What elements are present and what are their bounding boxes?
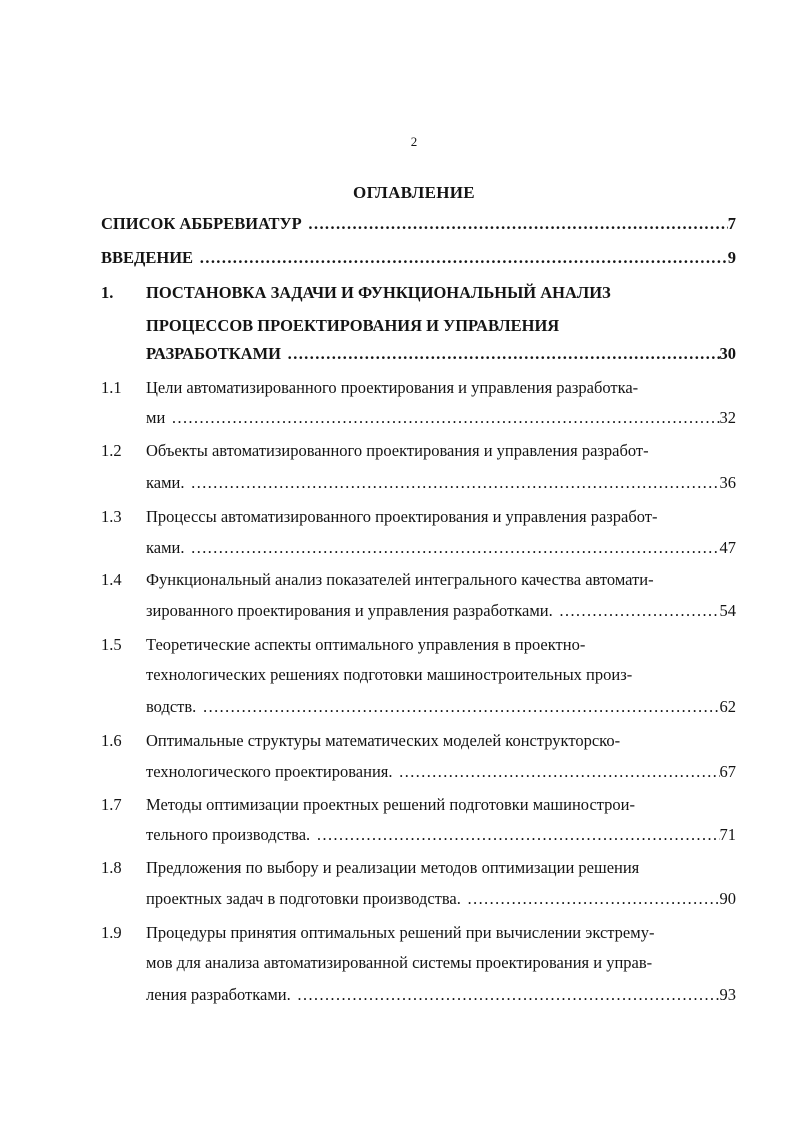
toc-entry-1-2-line-1[interactable]: Объекты автоматизированного проектирования и управления разработ- xyxy=(146,441,649,460)
toc-entry-page: 9 xyxy=(727,248,736,267)
dot-leader xyxy=(185,535,720,561)
toc-entry-page: 32 xyxy=(719,408,736,427)
toc-entry-text: ми xyxy=(146,408,166,427)
toc-entry-chapter-1-line-1[interactable]: ПОСТАНОВКА ЗАДАЧИ И ФУНКЦИОНАЛЬНЫЙ АНАЛИЗ xyxy=(146,283,611,302)
dot-leader xyxy=(165,405,719,431)
toc-entry-chapter-1-line-3[interactable] xyxy=(146,341,736,367)
toc-entry-text: ления разработками. xyxy=(146,985,291,1004)
toc-entry-page: 47 xyxy=(719,538,736,557)
toc-entry-number: 1.9 xyxy=(101,923,122,942)
dot-leader xyxy=(291,982,720,1008)
toc-entry-page: 90 xyxy=(719,889,736,908)
toc-entry-number: 1.7 xyxy=(101,795,122,814)
toc-entry-abbreviations[interactable] xyxy=(101,211,736,237)
toc-entry-text: ВВЕДЕНИЕ xyxy=(101,248,194,267)
toc-entry-page: 67 xyxy=(719,762,736,781)
toc-entry-number: 1. xyxy=(101,283,114,302)
toc-entry-1-5-line-1[interactable]: Теоретические аспекты оптимального управления в проектно- xyxy=(146,635,586,654)
toc-entry-1-9-line-1[interactable]: Процедуры принятия оптимальных решений при вычислении экстрему- xyxy=(146,923,655,942)
toc-entry-text: зированного проектирования и управления разработками. xyxy=(146,601,553,620)
toc-entry-1-3-line-2[interactable] xyxy=(146,535,736,561)
toc-entry-text: водств. xyxy=(146,697,197,716)
dot-leader xyxy=(393,759,720,785)
toc-entry-page: 7 xyxy=(727,214,736,233)
dot-leader xyxy=(461,886,720,912)
toc-entry-number: 1.5 xyxy=(101,635,122,654)
toc-entry-chapter-1-line-2[interactable]: ПРОЦЕССОВ ПРОЕКТИРОВАНИЯ И УПРАВЛЕНИЯ xyxy=(146,316,560,335)
toc-entry-introduction[interactable] xyxy=(101,245,736,271)
toc-entry-text: технологического проектирования. xyxy=(146,762,393,781)
toc-entry-number: 1.1 xyxy=(101,378,122,397)
toc-entry-number: 1.3 xyxy=(101,507,122,526)
toc-entry-page: 36 xyxy=(719,473,736,492)
toc-entry-number: 1.4 xyxy=(101,570,122,589)
toc-entry-1-7-line-2[interactable] xyxy=(146,822,736,848)
toc-entry-1-1-line-1[interactable]: Цели автоматизированного проектирования и управления разработка- xyxy=(146,378,639,397)
toc-entry-number: 1.8 xyxy=(101,858,122,877)
toc-entry-text: тельного производства. xyxy=(146,825,311,844)
toc-entry-1-3-line-1[interactable]: Процессы автоматизированного проектирования и управления разработ- xyxy=(146,507,658,526)
toc-entry-1-5-line-2[interactable]: технологических решениях подготовки машиностроительных произ- xyxy=(146,665,633,684)
toc-entry-text: РАЗРАБОТКАМИ xyxy=(146,344,281,363)
dot-leader xyxy=(302,211,728,237)
dot-leader xyxy=(281,341,720,367)
toc-entry-text: проектных задач в подготовки производства. xyxy=(146,889,461,908)
toc-entry-page: 93 xyxy=(719,985,736,1004)
toc-entry-1-1-line-2[interactable] xyxy=(146,405,736,431)
toc-entry-1-2-line-2[interactable] xyxy=(146,470,736,496)
toc-entry-text: СПИСОК АББРЕВИАТУР xyxy=(101,214,302,233)
dot-leader xyxy=(193,245,728,271)
toc-entry-page: 71 xyxy=(719,825,736,844)
toc-entry-1-4-line-2[interactable] xyxy=(146,598,736,624)
toc-entry-1-8-line-1[interactable]: Предложения по выбору и реализации методов оптимизации решения xyxy=(146,858,640,877)
toc-entry-1-7-line-1[interactable]: Методы оптимизации проектных решений подготовки машинострои- xyxy=(146,795,636,814)
toc-entry-number: 1.6 xyxy=(101,731,122,750)
toc-entry-1-6-line-2[interactable] xyxy=(146,759,736,785)
toc-entry-1-6-line-1[interactable]: Оптимальные структуры математических моделей конструкторско- xyxy=(146,731,621,750)
page-number: 2 xyxy=(410,134,418,149)
toc-title: ОГЛАВЛЕНИЕ xyxy=(353,183,475,202)
toc-entry-1-9-line-3[interactable] xyxy=(146,982,736,1008)
toc-entry-number: 1.2 xyxy=(101,441,122,460)
toc-entry-page: 62 xyxy=(719,697,736,716)
dot-leader xyxy=(185,470,720,496)
toc-entry-1-9-line-2[interactable]: мов для анализа автоматизированной системы проектирования и управ- xyxy=(146,953,653,972)
toc-entry-text: ками. xyxy=(146,473,185,492)
toc-entry-page: 54 xyxy=(719,601,736,620)
dot-leader xyxy=(553,598,720,624)
toc-entry-1-4-line-1[interactable]: Функциональный анализ показателей интегрального качества автомати- xyxy=(146,570,654,589)
dot-leader xyxy=(310,822,719,848)
toc-entry-1-8-line-2[interactable] xyxy=(146,886,736,912)
toc-entry-text: ками. xyxy=(146,538,185,557)
dot-leader xyxy=(196,694,719,720)
toc-entry-page: 30 xyxy=(719,344,736,363)
toc-entry-1-5-line-3[interactable] xyxy=(146,694,736,720)
